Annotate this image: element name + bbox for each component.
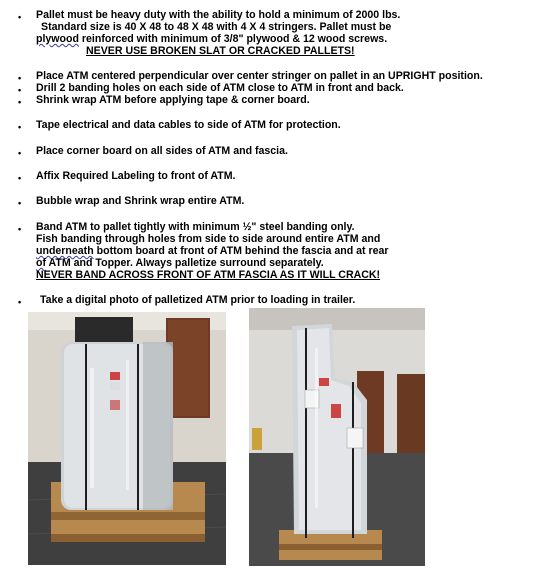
instruction-text: Affix Required Labeling to front of ATM. bbox=[36, 170, 236, 182]
bullet: • bbox=[18, 198, 22, 208]
bullet: • bbox=[18, 85, 22, 95]
instruction-text: Standard size is 40 X 48 to 48 X 48 with 4 X 4 stringers. Pallet must be bbox=[41, 21, 392, 33]
instruction-text: Fish banding through holes from side to side around entire ATM and bbox=[36, 233, 381, 245]
bullet: • bbox=[18, 297, 22, 307]
instruction-text: Drill 2 banding holes on each side of ATM close to ATM in front and back. bbox=[36, 82, 404, 94]
instruction-text: Pallet must be heavy duty with the ability to hold a minimum of 2000 lbs. bbox=[36, 9, 401, 21]
instruction-text-part: ATM and Topper. Always palletize surround separately. bbox=[46, 257, 324, 269]
bullet: • bbox=[18, 122, 22, 132]
instruction-text bbox=[36, 258, 324, 269]
instruction-text: Shrink wrap ATM before applying tape & corner board. bbox=[36, 94, 310, 106]
instruction-text: Band ATM to pallet tightly with minimum ½" steel banding only. bbox=[36, 221, 355, 233]
bullet: • bbox=[18, 148, 22, 158]
instruction-text: Take a digital photo of palletized ATM prior to loading in trailer. bbox=[40, 294, 356, 306]
bullet: • bbox=[18, 73, 22, 83]
atm-pallet-photo-side bbox=[249, 308, 425, 566]
spellcheck-word: plywood bbox=[36, 33, 79, 45]
warning-text: NEVER BAND ACROSS FRONT OF ATM FASCIA AS IT WILL CRACK! bbox=[36, 269, 381, 281]
bullet: • bbox=[18, 12, 22, 22]
atm-pallet-photo-front bbox=[28, 312, 226, 565]
instruction-text: Place corner board on all sides of ATM and fascia. bbox=[36, 145, 288, 157]
instruction-text: Bubble wrap and Shrink wrap entire ATM. bbox=[36, 195, 245, 207]
instruction-text-part: reinforced with minimum of 3/8" plywood & 12 wood screws. bbox=[78, 33, 388, 45]
instruction-text: Place ATM centered perpendicular over center stringer on pallet in an UPRIGHT position. bbox=[36, 70, 483, 82]
instruction-text: Tape electrical and data cables to side of ATM for protection. bbox=[36, 119, 341, 131]
spellcheck-word: of bbox=[36, 257, 46, 269]
bullet: • bbox=[18, 97, 22, 107]
instruction-text bbox=[36, 246, 389, 257]
instruction-text-part: bottom board at front of ATM behind the fascia and at rear bbox=[93, 245, 389, 257]
instruction-text bbox=[36, 34, 387, 45]
warning-text: NEVER USE BROKEN SLAT OR CRACKED PALLETS! bbox=[86, 45, 355, 57]
bullet: • bbox=[18, 173, 22, 183]
spellcheck-word: underneath bbox=[36, 245, 94, 257]
bullet: • bbox=[18, 224, 22, 234]
